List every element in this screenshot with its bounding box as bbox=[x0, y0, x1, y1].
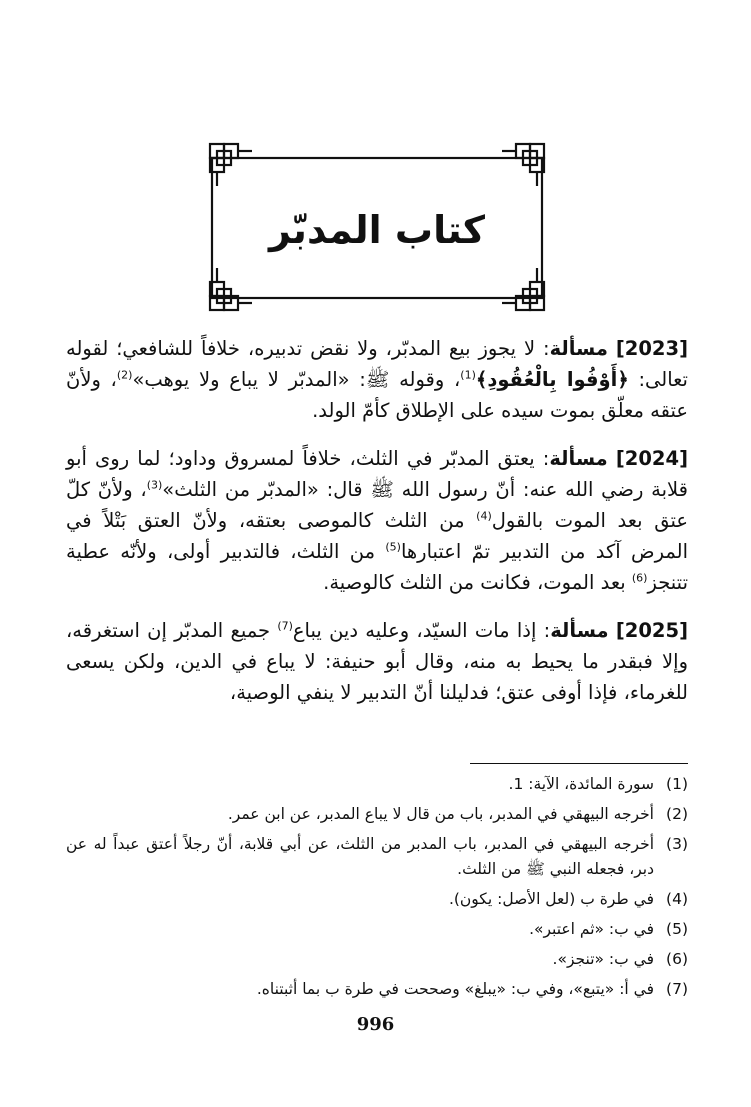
footnote-text: أخرجه البيهقي في المدبر، باب المدبر من الثلث، عن أبي قلابة، أنّ رجلاً أعتق عبداً له عن دبر، فجعله النبي ﷺ من الثلث. bbox=[66, 835, 654, 878]
footnote-item bbox=[66, 887, 688, 912]
paragraph-2025 bbox=[66, 615, 688, 708]
footnote-number: (2) bbox=[666, 805, 688, 823]
paragraph-number: [2025] bbox=[615, 619, 688, 642]
footnote-item bbox=[66, 917, 688, 942]
paragraph-text: : إذا مات السيّد، وعليه دين يباع bbox=[292, 619, 551, 642]
footnotes bbox=[66, 772, 688, 1007]
paragraph-text: ، ولأنّ كلّ عتق بعد الموت بالقول bbox=[66, 478, 688, 532]
masala-label: مسألة bbox=[550, 619, 609, 642]
paragraph-text: ، ولأنّ عتقه معلّق بموت سيده على الإطلاق كأمّ الولد. bbox=[66, 368, 688, 422]
chapter-title: كتاب المدبّر bbox=[269, 208, 485, 252]
footnote-ref: (2) bbox=[116, 368, 133, 382]
paragraph-text: ، وقوله ﷺ: «المدبّر لا يباع ولا يوهب» bbox=[132, 368, 461, 391]
footnote-number: (6) bbox=[666, 950, 688, 968]
footnote-item bbox=[66, 947, 688, 972]
footnote-item bbox=[66, 977, 688, 1002]
footnote-ref: (1) bbox=[460, 368, 476, 382]
footnote-number: (4) bbox=[666, 890, 688, 908]
paragraph-number: [2023] bbox=[615, 337, 688, 360]
footnote-text: في ب: «تنجز». bbox=[552, 950, 654, 968]
quran-verse: ﴿أَوْفُوا بِالْعُقُودِ﴾ bbox=[475, 368, 629, 391]
footnote-ref: (7) bbox=[277, 619, 293, 633]
footnote-text: سورة المائدة، الآية: 1. bbox=[508, 775, 654, 793]
footnote-ref: (4) bbox=[476, 509, 492, 523]
footnote-divider bbox=[470, 763, 688, 764]
footnote-item bbox=[66, 832, 688, 882]
main-text bbox=[66, 333, 688, 725]
page-number: 996 bbox=[356, 1014, 395, 1035]
footnote-text: في ب: «ثم اعتبر». bbox=[529, 920, 654, 938]
footnote-ref: (6) bbox=[631, 571, 648, 585]
footnote-text: في أ: «يتبع»، وفي ب: «يبلغ» وصححت في طرة ب بما أثبتناه. bbox=[256, 980, 654, 998]
footnote-ref: (5) bbox=[385, 540, 401, 554]
footnote-number: (7) bbox=[666, 980, 688, 998]
footnote-item bbox=[66, 802, 688, 827]
paragraph-text: جميع المدبّر إن استغرقه، وإلا فبقدر ما يحيط به منه، وقال أبو حنيفة: لا يباع في الدين، ولكن يسعى للغرماء، فإذا أوفى عتق؛ فدليلنا أنّ التدبير لا ينفي الوصية، bbox=[66, 619, 688, 704]
footnote-text: أخرجه البيهقي في المدبر، باب من قال لا يباع المدبر، عن ابن عمر. bbox=[227, 805, 654, 823]
paragraph-text: من الثلث كالموصى بعتقه، ولأنّ العتق بَتْلاً في المرض آكد من التدبير تمّ اعتبارها bbox=[66, 509, 688, 563]
paragraph-2023 bbox=[66, 333, 688, 426]
masala-label: مسألة bbox=[549, 447, 608, 470]
paragraph-text: : لا يجوز بيع المدبّر، ولا نقض تدبيره، خلافاً للشافعي؛ لقوله تعالى: bbox=[66, 337, 688, 391]
footnote-number: (5) bbox=[666, 920, 688, 938]
paragraph-number: [2024] bbox=[615, 447, 688, 470]
paragraph-text: بعد الموت، فكانت من الثلث كالوصية. bbox=[323, 571, 632, 594]
paragraph-text: من الثلث، فالتدبير أولى، ولأنّه عطية تتنجز bbox=[66, 540, 688, 594]
footnote-number: (3) bbox=[666, 835, 688, 853]
footnote-item bbox=[66, 772, 688, 797]
paragraph-text: : يعتق المدبّر في الثلث، خلافاً لمسروق وداود؛ لما روى أبو قلابة رضي الله عنه: أنّ رسول الله ﷺ قال: «المدبّر من الثلث» bbox=[66, 447, 688, 501]
footnote-text: في طرة ب (لعل الأصل: يكون). bbox=[448, 890, 654, 908]
title-frame bbox=[208, 138, 546, 316]
masala-label: مسألة bbox=[549, 337, 608, 360]
footnote-number: (1) bbox=[666, 775, 688, 793]
paragraph-2024 bbox=[66, 443, 688, 598]
footnote-ref: (3) bbox=[146, 478, 163, 492]
